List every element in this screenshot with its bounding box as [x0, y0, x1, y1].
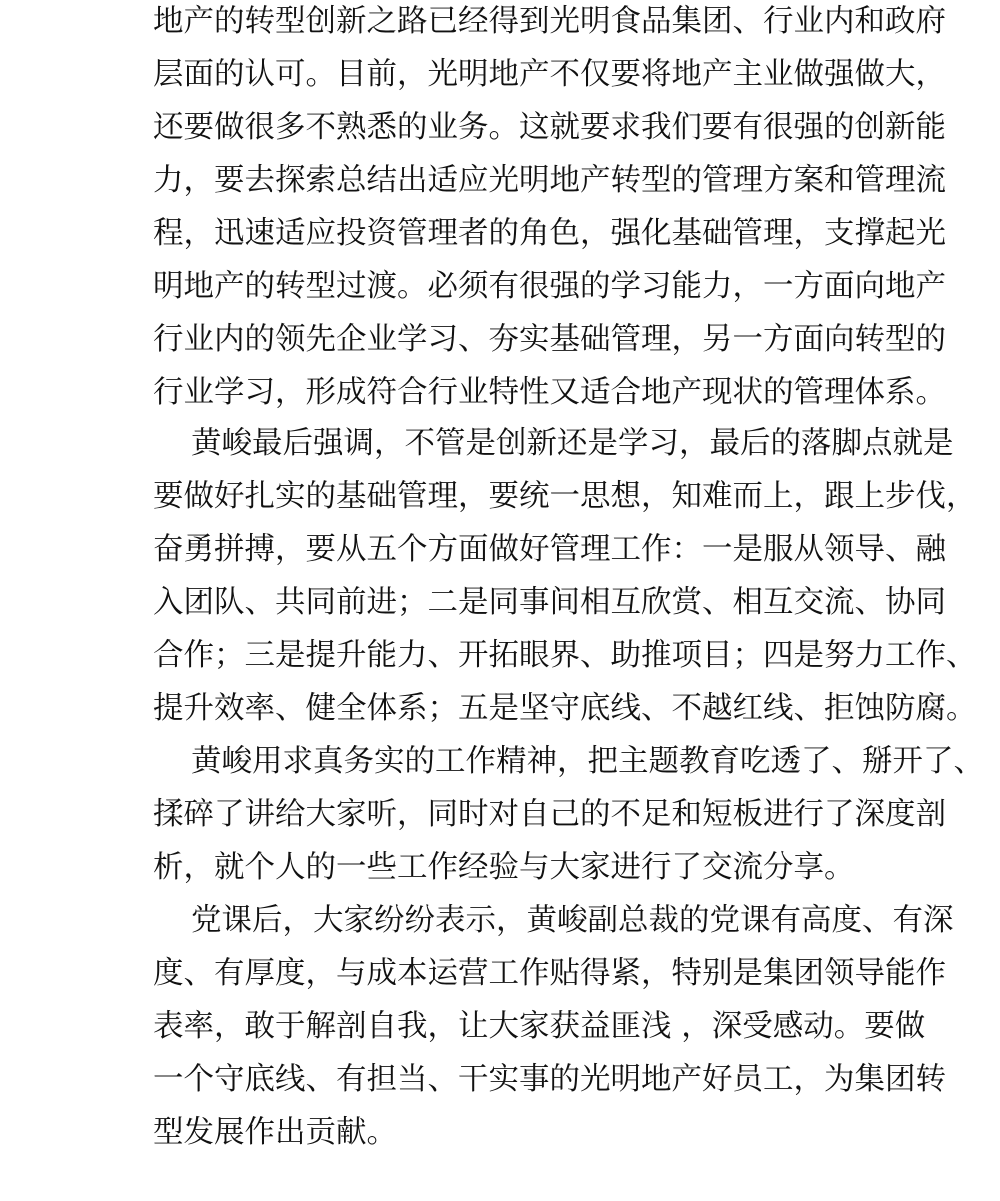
paragraph-line: 合作；三是提升能力、开拓眼界、助推项目；四是努力工作、 — [153, 638, 977, 673]
paragraph-line: 行业内的领先企业学习、夯实基础管理，另一方面向转型的 — [153, 322, 946, 357]
paragraph-line: 明地产的转型过渡。必须有很强的学习能力，一方面向地产 — [153, 269, 946, 304]
paragraph-line: 一个守底线、有担当、干实事的光明地产好员工，为集团转 — [153, 1062, 946, 1097]
paragraph-line: 行业学习，形成符合行业特性又适合地产现状的管理体系。 — [153, 375, 946, 410]
paragraph-line: 地产的转型创新之路已经得到光明食品集团、行业内和政府 — [153, 4, 946, 39]
paragraph-line: 程，迅速适应投资管理者的角色，强化基础管理，支撑起光 — [153, 216, 946, 251]
paragraph-line: 揉碎了讲给大家听，同时对自己的不足和短板进行了深度剖 — [153, 797, 946, 832]
paragraph-first-line: 党课后，大家纷纷表示，黄峻副总裁的党课有高度、有深 — [191, 903, 954, 938]
paragraph-line: 力，要去探索总结出适应光明地产转型的管理方案和管理流 — [153, 163, 946, 198]
paragraph-first-line: 黄峻用求真务实的工作精神，把主题教育吃透了、掰开了、 — [191, 744, 984, 779]
paragraph-line: 提升效率、健全体系；五是坚守底线、不越红线、拒蚀防腐。 — [153, 691, 977, 726]
paragraph-line: 还要做很多不熟悉的业务。这就要求我们要有很强的创新能 — [153, 110, 946, 145]
paragraph-line: 表率，敢于解剖自我，让大家获益匪浅 ，深受感动。要做 — [153, 1009, 926, 1044]
paragraph-line: 析，就个人的一些工作经验与大家进行了交流分享。 — [153, 850, 855, 885]
paragraph-line: 入团队、共同前进；二是同事间相互欣赏、相互交流、协同 — [153, 585, 946, 620]
paragraph-line: 奋勇拼搏，要从五个方面做好管理工作：一是服从领导、融 — [153, 532, 946, 567]
paragraph-line: 型发展作出贡献。 — [153, 1115, 397, 1150]
paragraph-line: 要做好扎实的基础管理，要统一思想，知难而上，跟上步伐， — [153, 479, 977, 514]
paragraph-first-line: 黄峻最后强调，不管是创新还是学习，最后的落脚点就是 — [191, 426, 954, 461]
paragraph-line: 度、有厚度，与成本运营工作贴得紧，特别是集团领导能作 — [153, 956, 946, 991]
paragraph-line: 层面的认可。目前，光明地产不仅要将地产主业做强做大， — [153, 57, 946, 92]
